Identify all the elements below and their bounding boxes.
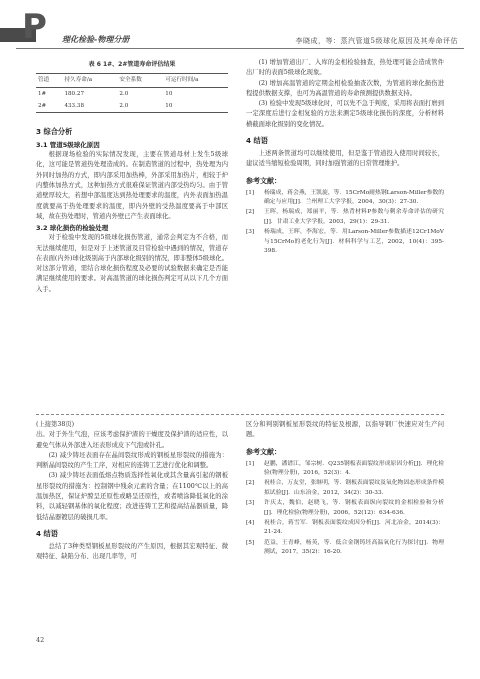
references-heading: 参考文献： <box>246 447 281 456</box>
article-separator <box>36 414 444 415</box>
section-3-1-heading: 3.1 管道5级球化原因 <box>36 141 100 150</box>
table-caption: 表 6 1#、2#管道寿命评估结果 <box>88 61 176 68</box>
table-cell: 2.0 <box>119 102 129 109</box>
paragraph: (2) 减少铸坯表面存在晶间裂纹形成的钢板星形裂纹的措施为：判断晶间裂纹的产生工序，对相应的连铸工艺进行优化和调整。 <box>36 451 228 470</box>
paragraph: 根据现场检验的实际情况发现，主要在管道母材上发生5级球化，这可能是管道热处理造成的。在制造管道的过程中，热处理为内外同时加热的方式，即内部采用加热棒，外部采用加热片，相较于炉内整体加热方式，这种加热方式很难保证管道内部受热均匀。由于管道壁厚较大，若想中部温度达到热处理要求的温度，内外表面加热温度就要高于热处理要求的温度，即内外壁的受热温度要高于中部区域，故在热处理时，管道内外壁已产生表面球化。 <box>36 151 228 220</box>
journal-logo-icon: P <box>22 7 45 47</box>
page-header <box>0 0 480 52</box>
table-cell: 10 <box>165 102 173 109</box>
reference-item: [1] 杨瑞成，蒋会燕，王凯旋，等．15CrMo耐热钢Larson-Miller参数的确定与应用[J]．兰州理工大学学报，2004，30(3)：27-30. <box>246 189 444 206</box>
section-3-heading: 3 综合分析 <box>36 127 73 137</box>
reference-item: [3] 杨瑞成，王晖，李海宏，等．用Larson-Miller参数描述12Cr1MoV与15CrMo的老化行为[J]．材料科学与工艺，2002，10(4)：395-398. <box>246 229 444 255</box>
table-cell: 1# <box>38 90 47 97</box>
references-heading: 参考文献： <box>246 176 281 185</box>
table-cell: 2.0 <box>119 90 129 97</box>
table-row <box>36 87 228 100</box>
section-4-heading: 4 结语 <box>246 136 268 146</box>
table-header: 可运行时间/a <box>165 77 199 84</box>
life-table <box>36 73 228 113</box>
table-cell: 2# <box>38 102 47 109</box>
reference-item: [3] 许庆太，魏伯，赵晓飞，等．钢板表面纵向裂纹的金相检验和分析[J]．理化检验(物理分册)，2006，52(12)：634-636. <box>246 500 444 516</box>
top-right-column <box>246 58 444 258</box>
paragraph: 上述两条管道均可以继续使用，但是鉴于管道投入使用时间较长，建议适当缩短检验周期，同时加强管道的日常管理维护。 <box>246 150 444 168</box>
paragraph: (3) 减少铸坯表面低熔点物质选择性氧化或其含量高引起的钢板星形裂纹的措施为：控制钢中残余元素的含量；在1100℃以上的高温加热区，保证炉膛呈还原性或略呈还原性，或者喷涂降低氧化的涂料，以减轻钢基体的氧化程度；改进连铸工艺和提高结晶器质量，降低结晶器镀层的破损几率。 <box>36 472 228 521</box>
paragraph: 总结了3种类型钢板星形裂纹的产生原因，根据其宏观特征、微观特征、缺陷分布、出现几率等，可 <box>36 542 228 561</box>
header-rule <box>16 48 464 49</box>
reference-item: [1] 赵鹏，潘谱江，邹宗树．Q235钢板表面裂纹形成原因分析[J]．理化检验(物理分册)，2016，52(3)：4. <box>246 460 444 476</box>
section-4-heading: 4 结语 <box>36 528 58 538</box>
section-3-2-heading: 3.2 球化损伤的检验处理 <box>36 224 109 233</box>
reference-item: [5] 范益，王青峰，杨英，等．低合金钢铸坯高温氧化行为探讨[J]．物理测试，2017，35(2)：16-20. <box>246 539 444 556</box>
table-row <box>36 100 228 113</box>
top-left-column <box>36 58 228 295</box>
paragraph: 区分和判别钢板星形裂纹的特征及根源，以指导钢厂快速应对生产问题。 <box>246 421 444 439</box>
reference-item: [2] 祝桂合，万友堂，张继明，等．钢板表面裂纹及氧化物固态形成条件模拟试验[J]．山东冶金，2012，34(2)：30-33. <box>246 480 444 496</box>
table-header: 持久寿命/a <box>64 77 93 84</box>
table-header-row <box>36 74 228 87</box>
bottom-right-column <box>246 420 444 559</box>
paragraph: 对于检验中发现的5级球化损伤管道，通常会判定为不合格，而无法继续使用，但是对于上述管道及目常检验中遇到的情况，管道存在表面(内外)球化级别高于内部球化级别的情况，即非整体5级球化。对这部分管道，需结合球化损伤程度及必要的试验数据来确定是否能满足继续使用的要求。对高温管道的球化损伤判定可从以下几个方面入手。 <box>36 234 228 293</box>
paragraph: (2) 增加高温管道的定期金相检验抽查次数，为管道的球化损伤进程提供数据支撑，也可为高温管道的寿命预测提供数据支持。 <box>246 79 444 97</box>
reference-item: [2] 王晖，杨瑞成，郑丽平，等．热背材料P参数与剩余寿命评估的研究[J]．甘肃工业大学学报，2003，29(1)：29-31. <box>246 209 444 225</box>
bottom-left-column <box>36 420 228 563</box>
paragraph: 出。对于外生气泡，应该考虑保护渣的干燥度及保护渣的适应性，以避免气体从外部进入坯表形成皮下气泡或针孔。 <box>36 431 228 449</box>
journal-brand: 理化检验-物理分册 <box>62 35 130 44</box>
running-head: 李晓成，等：蒸汽管道5级球化原因及其寿命评估 <box>295 37 458 45</box>
table-header: 管道 <box>38 77 50 84</box>
table-header: 安全系数 <box>119 77 142 84</box>
table-cell: 10 <box>165 90 173 97</box>
table-cell: 180.27 <box>64 90 85 97</box>
page-number: 42 <box>36 636 45 644</box>
paragraph: (3) 检验中发现5级球化时，可以先不急于判废，采用将表面打磨到一定深度后进行金相复验的方法来测定5级球化损伤的深度，分析材料横截面球化级别的变化情况。 <box>246 100 444 128</box>
paragraph: (1) 增加管道出厂、入库的金相检验抽查，热处理可能会造成管件出厂时的表面5级球化现象。 <box>246 59 444 77</box>
reference-item: [4] 祝桂合，蒋雪军．钢板表面裂纹成因分析[J]．河北冶金，2014(3)：21-24. <box>246 520 444 536</box>
continuation-note: (上接第38页) <box>36 421 75 428</box>
table-cell: 433.38 <box>64 102 85 109</box>
